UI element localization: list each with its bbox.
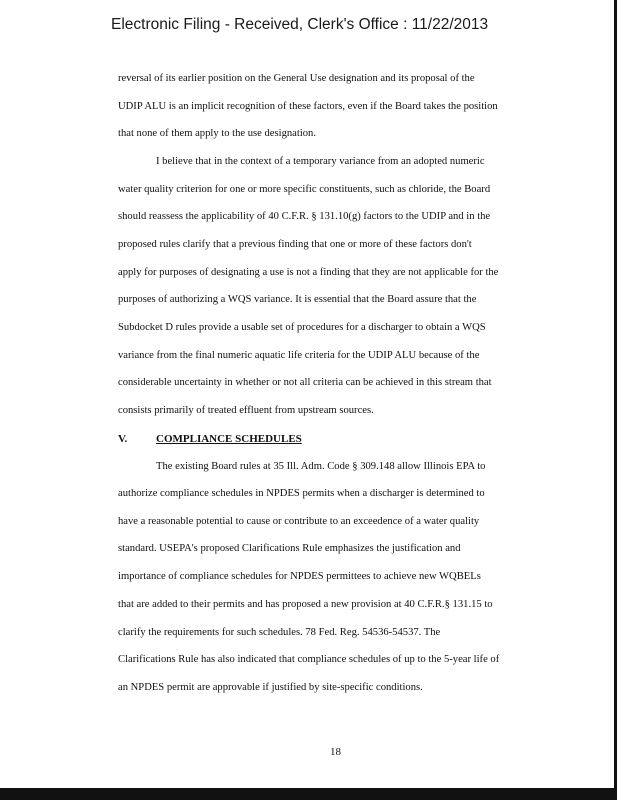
paragraph-line: have a reasonable potential to cause or contribute to an exceedence of a water quality bbox=[118, 516, 480, 527]
paragraph-line: UDIP ALU is an implicit recognition of these factors, even if the Board takes the position bbox=[118, 101, 498, 112]
paragraph-line: proposed rules clarify that a previous finding that one or more of these factors don't bbox=[118, 239, 472, 250]
paragraph-line: water quality criterion for one or more specific constituents, such as chloride, the Board bbox=[118, 184, 491, 195]
paragraph-line: should reassess the applicability of 40 C.F.R. § 131.10(g) factors to the UDIP and in the bbox=[118, 211, 491, 222]
paragraph-line: I believe that in the context of a temporary variance from an adopted numeric bbox=[156, 156, 485, 167]
paragraph-line: standard. USEPA's proposed Clarifications Rule emphasizes the justification and bbox=[118, 543, 461, 554]
paragraph-line: importance of compliance schedules for NPDES permittees to achieve new WQBELs bbox=[118, 571, 481, 582]
paragraph-line: apply for purposes of designating a use is not a finding that they are not applicable for the bbox=[118, 267, 499, 278]
paragraph-line: an NPDES permit are approvable if justified by site-specific conditions. bbox=[118, 682, 423, 693]
paragraph-line: variance from the final numeric aquatic life criteria for the UDIP ALU because of the bbox=[118, 350, 480, 361]
section-number: V. bbox=[118, 433, 128, 445]
paragraph-line: authorize compliance schedules in NPDES permits when a discharger is determined to bbox=[118, 488, 485, 499]
paragraph-line: The existing Board rules at 35 Ill. Adm. Code § 309.148 allow Illinois EPA to bbox=[156, 461, 486, 472]
paragraph-line: Subdocket D rules provide a usable set of procedures for a discharger to obtain a WQS bbox=[118, 322, 486, 333]
page-number: 18 bbox=[330, 746, 341, 758]
paragraph-line: considerable uncertainty in whether or not all criteria can be achieved in this stream that bbox=[118, 377, 492, 388]
paragraph-line: that none of them apply to the use designation. bbox=[118, 128, 317, 139]
paragraph-line: reversal of its earlier position on the General Use designation and its proposal of the bbox=[118, 73, 475, 84]
scan-edge-bottom bbox=[0, 788, 617, 800]
paragraph-line: Clarifications Rule has also indicated that compliance schedules of up to the 5-year life of bbox=[118, 654, 500, 665]
filing-header: Electronic Filing - Received, Clerk's Office : 11/22/2013 bbox=[111, 16, 489, 33]
paragraph-line: that are added to their permits and has proposed a new provision at 40 C.F.R.§ 131.15 to bbox=[118, 599, 493, 610]
paragraph-line: consists primarily of treated effluent from upstream sources. bbox=[118, 405, 374, 416]
paragraph-line: purposes of authorizing a WQS variance. It is essential that the Board assure that the bbox=[118, 294, 477, 305]
paragraph-line: clarify the requirements for such schedules. 78 Fed. Reg. 54536-54537. The bbox=[118, 627, 441, 638]
section-title: COMPLIANCE SCHEDULES bbox=[156, 433, 302, 445]
